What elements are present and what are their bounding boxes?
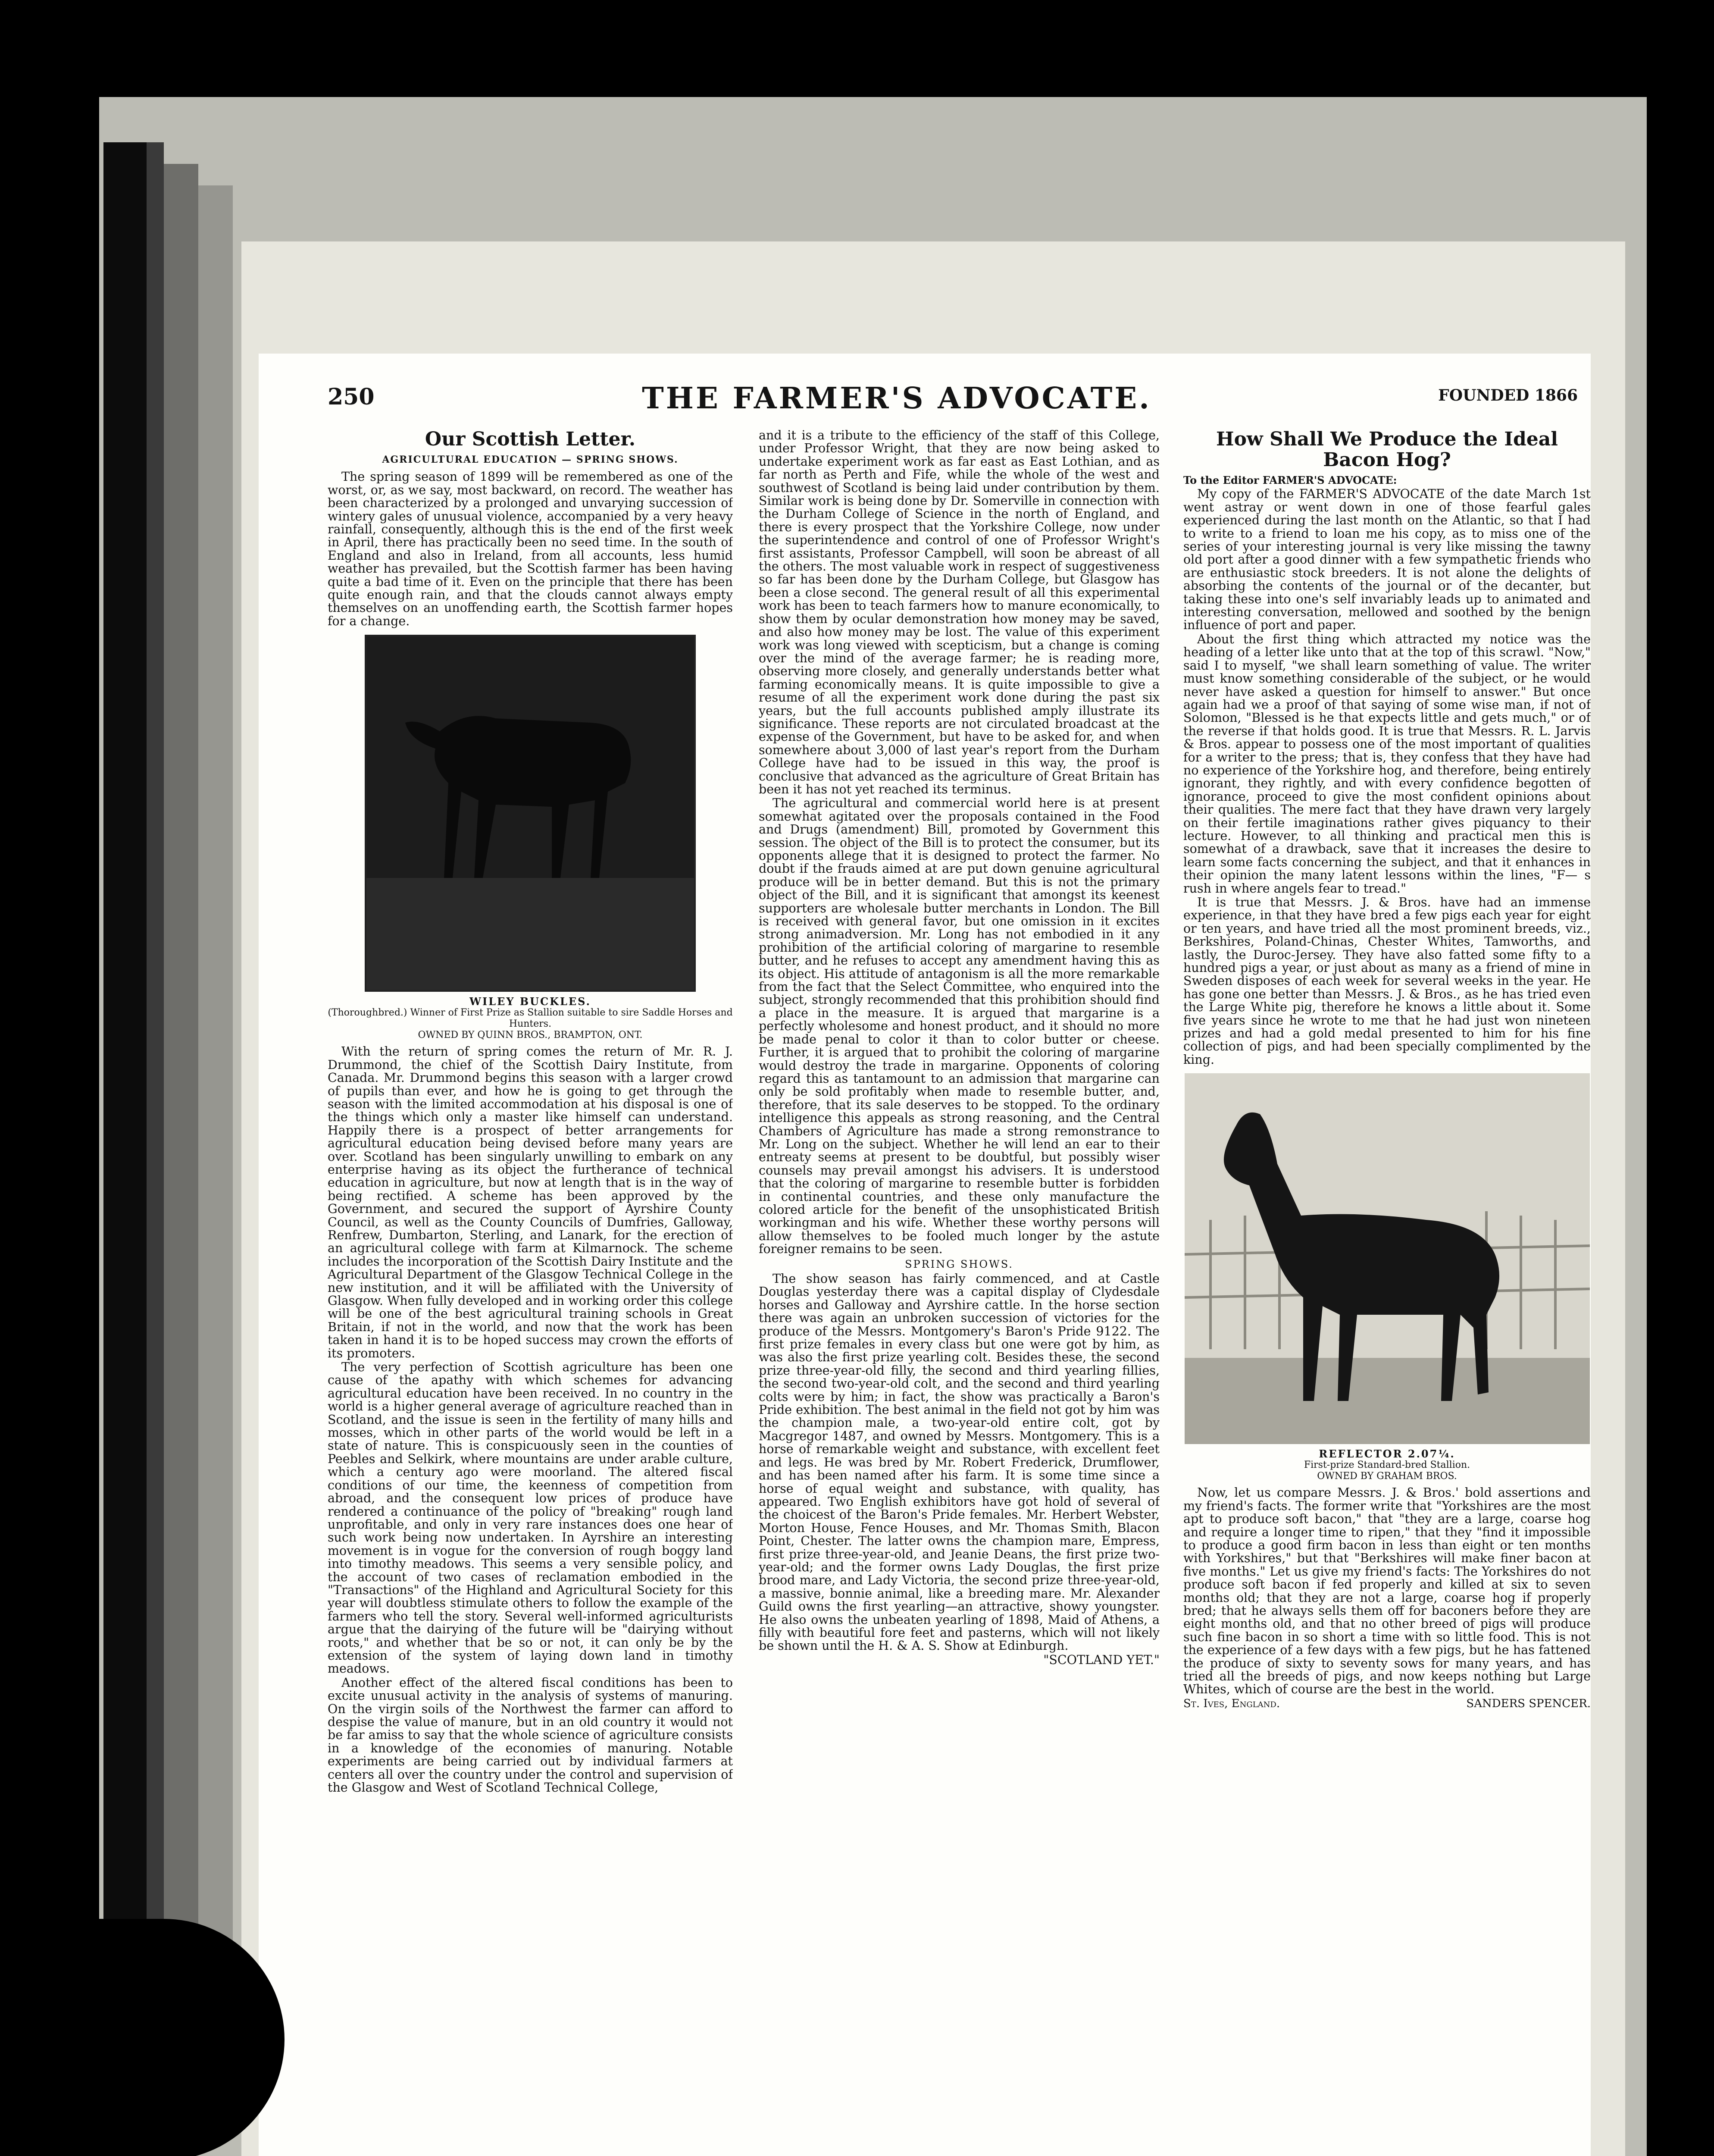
paragraph: Another effect of the altered fiscal conditions has been to excite unusual activity in the analysis of systems of manuring. On the virgin soils of the Northwest the farmer can afford to despise the value of manure, but in an old country it would not be far amiss to say that the whole science of agriculture consists in a knowledge of the economies of manuring. Notable experiments are being carried out by individual farmers at centers all over the country under the control and supervision of the Glasgow and West of Scotland Technical College, <box>328 1675 733 1795</box>
column-3 <box>1183 429 1591 2156</box>
page-stack-inner <box>198 185 233 2104</box>
signature: "SCOTLAND YET." <box>1043 1652 1160 1667</box>
article-subtitle: AGRICULTURAL EDUCATION — SPRING SHOWS. <box>382 454 679 465</box>
horse-photo-reflector <box>1185 1073 1590 1444</box>
caption-description: (Thoroughbred.) Winner of First Prize as Stallion suitable to sire Saddle Horses and Hunters. <box>328 1007 733 1030</box>
paragraph: and it is a tribute to the efficiency of the staff of this College, under Professor Wright, that they are now being asked to undertake experiment work as far east as East Lothian, and as far north as Perth and Fife, while the whole of the west and southwest of Scotland is being laid under contribution by them. Similar work is being done by Dr. Somerville in connection with the Durham College of Science in the north of England, and there is every prospect that the Yorkshire College, now under the superintendence and control of one of Professor Wright's first assistants, Professor Campbell, will soon be abreast of all the others. The most valuable work in respect of suggestiveness so far has been done by the Durham College, but Glasgow has been a close second. The general result of all this experimental work has been to teach farmers how to manure economically, to show them by ocular demonstration how money may be saved, and also how money may be lost. The value of this experiment work was long viewed with scepticism, but a change is coming over the mind of the average farmer; he is reading more, observing more closely, and generally understands better what farming economically means. It is quite impossible to give a resume of all the experiment work done during the past six years, but the full accounts published amply illustrate its significance. These reports are not circulated broadcast at the expense of the Government, but have to be asked for, and when somewhere about 3,000 of last year's report from the Durham College have had to be issued in this way, the proof is conclusive that advanced as the agriculture of Great Britain has been it has not yet reached its terminus. <box>759 429 1160 796</box>
salutation: To the Editor FARMER'S ADVOCATE: <box>1183 474 1397 486</box>
photo-caption <box>1183 1448 1591 1482</box>
caption-owner: OWNED BY GRAHAM BROS. <box>1317 1471 1457 1482</box>
paragraph: The show season has fairly commenced, and at Castle Douglas yesterday there was a capital display of Clydesdale horses and Galloway and Ayrshire cattle. In the horse section there was again an unbroken succession of victories for the produce of the Messrs. Montgomery's Baron's Pride 9122. The first prize females in every class but one were got by him, as was also the first prize yearling colt. Besides these, the second prize three-year-old filly, the second and third yearling fillies, the second two-year-old colt, and the second and third yearling colts were by him; in fact, the show was practically a Baron's Pride exhibition. The best animal in the field not got by him was the champion male, a two-year-old entire colt, got by Macgregor 1487, and owned by Messrs. Montgomery. This is a horse of remarkable weight and substance, with excellent feet and legs. He was bred by Mr. Robert Frederick, Drumflower, and has been named after his farm. It is some time since a horse of equal weight and substance, with quality, has appeared. Two English exhibitors have got hold of several of the choicest of the Baron's Pride females. Mr. Herbert Webster, Morton House, Fence Houses, and Mr. Thomas Smith, Blacon Point, Chester. The latter owns the champion mare, Empress, first prize three-year-old, and Jeanie Deans, the first prize two-year-old; and the former owns Lady Douglas, the first prize brood mare, and Lady Victoria, the second prize three-year-old, a massive, bonnie animal, like a breeding mare. Mr. Alexander Guild owns the first yearling—an attractive, showy youngster. He also owns the unbeaten yearling of 1898, Maid of Athens, a filly with beautiful fore feet and pasterns, which will not likely be shown until the H. & A. S. Show at Edinburgh. <box>759 1272 1160 1653</box>
photo-caption <box>328 996 733 1041</box>
binding-spine <box>103 142 147 2147</box>
paragraph: My copy of the FARMER'S ADVOCATE of the date March 1st went astray or went down in one of those fearful gales experienced during the last month on the Atlantic, so that I had to write to a friend to loan me his copy, as to miss one of the series of your interesting journal is very like missing the tawny old port after a good dinner with a few sympathetic friends who are enthusiastic stock breeders. It is not alone the delights of absorbing the contents of the journal or of the decanter, but taking these into one's self invariably leads up to animated and interesting conversation, mellowed and soothed by the benign influence of port and paper. <box>1183 487 1591 633</box>
paragraph: About the first thing which attracted my notice was the heading of a letter like unto that at the top of this scrawl. "Now," said I to myself, "we shall learn something of value. The writer must know something considerable of the subject, or he would never have asked a question for himself to answer." But once again had we a proof of that saying of some wise man, if not of Solomon, "Blessed is he that expects little and gets much," or of the reverse if that holds good. It is true that Messrs. R. L. Jarvis & Bros. appear to possess one of the most important of qualities for a writer to the press; that is, they confess that they have had no experience of the Yorkshire hog, and therefore, being entirely ignorant, they rightly, and with every confidence begotten of ignorance, proceed to give the most confident opinions about their qualities. The mere fact that they have drawn very largely on their fertile imaginations rather gives piquancy to their lecture. However, to all thinking and practical men this is somewhat of a drawback, save that it increases the desire to learn some facts concerning the subject, and that it enhances in their opinion the many latent lessons within the lines, "F— s rush in where angels fear to tread." <box>1183 632 1591 896</box>
article-title: How Shall We Produce the Ideal Bacon Hog? <box>1216 429 1558 471</box>
journal-title: THE FARMER'S ADVOCATE. <box>642 381 1151 416</box>
running-header <box>328 381 1578 418</box>
place: St. Ives, England. <box>1183 1697 1280 1710</box>
paragraph: The very perfection of Scottish agriculture has been one cause of the apathy with which schemes for advancing agricultural education have been received. In no country in the world is a higher general average of agriculture reached than in Scotland, and the issue is seen in the fertility of many hills and mosses, which in other parts of the world would be left in a state of nature. This is conspicuously seen in the counties of Peebles and Selkirk, where mountains are under arable culture, which a century ago were moorland. The altered fiscal conditions of our time, the keenness of competition from abroad, and the consequent low prices of produce have rendered a continuance of the policy of "breaking" rough land unprofitable, and only in very rare instances does one hear of such work being now undertaken. In Ayrshire an interesting movement is in vogue for the conversion of rough boggy land into timothy meadows. This seems a very sensible policy, and the account of two cases of reclamation embodied in the "Transactions" of the Highland and Agricultural Society for this year will doubtless stimulate others to follow the example of the farmers who tell the story. Several well-informed agriculturists argue that the dairying of the future will be "dairying without roots," and whether that be so or not, it can only be by the extension of the system of laying down land in timothy meadows. <box>328 1360 733 1676</box>
founded-note: FOUNDED 1866 <box>1438 386 1578 404</box>
paragraph: It is true that Messrs. J. & Bros. have had an immense experience, in that they have bred a few pigs each year for eight or ten years, and have tried all the most prominent breeds, viz., Berkshires, Poland-Chinas, Chester Whites, Tamworths, and lastly, the Duroc-Jersey. They have also fatted some fifty to a hundred pigs a year, or just about as many as a friend of mine in Sweden disposes of each week for several weeks in the year. He has gone one better than Messrs. J. & Bros., as he has tried even the Large White pig, therefore he knows a little about it. Some five years since he wrote to me that he had just won nineteen prizes and had a gold medal presented to him for his fine collection of pigs, and had been specially complimented by the king. <box>1183 895 1591 1067</box>
paragraph: With the return of spring comes the return of Mr. R. J. Drummond, the chief of the Scottish Dairy Institute, from Canada. Mr. Drummond begins this season with a larger crowd of pupils than ever, and how he is going to get through the season with the limited accommodation at his disposal is one of the things which only a master like himself can understand. Happily there is a prospect of better arrangements for agricultural education being devised before many years are over. Scotland has been singularly unwilling to embark on any enterprise having as its object the furtherance of technical education in agriculture, but now at length that is in the way of being rectified. A scheme has been approved by the Government, and secured the support of Ayrshire County Council, as well as the County Councils of Dumfries, Galloway, Renfrew, Dumbarton, Sterling, and Lanark, for the erection of an agricultural college with farm at Kilmarnock. The scheme includes the incorporation of the Scottish Dairy Institute and the Agricultural Department of the Glasgow Technical College in the new institution, and it will be affiliated with the University of Glasgow. When fully developed and in working order this college will be one of the best agricultural training schools in Great Britain, if not in the world, and now that the work has been taken in hand it is to be hoped success may crown the efforts of its promoters. <box>328 1044 733 1360</box>
paragraph: Now, let us compare Messrs. J. & Bros.' bold assertions and my friend's facts. The former write that "Yorkshires are the most apt to produce soft bacon," that "they are a large, coarse hog and require a longer time to ripen," that they "find it impossible to produce a good firm bacon in less than eight or ten months with Yorkshires," but that "Berkshires will make finer bacon at five months." Let us give my friend's facts: The Yorkshires do not produce soft bacon if fed properly and killed at six to seven months old; that they are not a large, coarse hog if properly bred; that he always sells them off for baconers before they are eight months old, and that no other breed of pigs will produce such fine bacon in so short a time with so little food. This is not the experience of a few days with a few pigs, but he has fattened the produce of sixty to seventy sows for many years, and has tried all the breeds of pigs, and now keeps nothing but Large Whites, which of course are the best in the world. <box>1183 1485 1591 1697</box>
caption-title: WILEY BUCKLES. <box>469 995 591 1008</box>
binding-spine-edge <box>147 142 164 2147</box>
column-2 <box>759 429 1160 2156</box>
caption-description: First-prize Standard-bred Stallion. <box>1304 1460 1470 1471</box>
page-stack-left <box>164 164 198 2134</box>
horse-photo-wiley-buckles <box>365 635 696 992</box>
section-heading: SPRING SHOWS. <box>905 1258 1013 1270</box>
page-number: 250 <box>328 384 375 410</box>
article-title: Our Scottish Letter. <box>425 429 636 450</box>
caption-owner: OWNED BY QUINN BROS., BRAMPTON, ONT. <box>418 1030 643 1041</box>
horse-silhouette-icon <box>366 636 694 990</box>
signoff <box>1183 1697 1591 1710</box>
paragraph: The spring season of 1899 will be remembered as one of the worst, or, as we say, most backward, on record. The weather has been characterized by a prolonged and unvarying succession of wintery gales of unusual violence, accompanied by a very heavy rainfall, consequently, although this is the end of the first week in April, there has practically been no seed time. In the south of England and also in Ireland, from all accounts, less humid weather has prevailed, but the Scottish farmer has been having quite a bad time of it. Even on the principle that there has been quite enough rain, and that the clouds cannot always empty themselves on an unoffending earth, the Scottish farmer hopes for a change. <box>328 470 733 628</box>
horse-engraving-icon <box>1185 1073 1590 1444</box>
signature: SANDERS SPENCER. <box>1466 1697 1591 1710</box>
paragraph: The agricultural and commercial world here is at present somewhat agitated over the proposals contained in the Food and Drugs (amendment) Bill, promoted by Government this session. The object of the Bill is to protect the consumer, but its opponents allege that it is designed to protect the farmer. No doubt if the frauds aimed at are put down genuine agricultural produce will be in better demand. But this is not the primary object of the Bill, and it is significant that amongst its keenest supporters are wholesale butter merchants in London. The Bill is received with general favor, but one omission in it excites strong animadversion. Mr. Long has not embodied in it any prohibition of the artificial coloring of margarine to resemble butter, and he refuses to accept any amendment having this as its object. His attitude of antagonism is all the more remarkable from the fact that the Select Committee, who enquired into the subject, strongly recommended that this prohibition should find a place in the measure. It is argued that margarine is a perfectly wholesome and honest product, and it should no more be made penal to color it than to color butter or cheese. Further, it is argued that to prohibit the coloring of margarine would destroy the trade in margarine. Opponents of coloring regard this as tantamount to an admission that margarine can only be sold profitably when made to resemble butter, and, therefore, that its sale deserves to be stopped. To the ordinary intelligence this appeals as strong reasoning, and the Central Chambers of Agriculture has made a strong remonstrance to Mr. Long on the subject. Whether he will lend an ear to their entreaty seems at present to be doubtful, but possibly wiser counsels may prevail amongst his advisers. It is understood that the coloring of margarine to resemble butter is forbidden in continental countries, and these only manufacture the colored article for the benefit of the unsophisticated British workingman and his wife. Whether these worthy persons will allow themselves to be fooled much longer by the astute foreigner remains to be seen. <box>759 796 1160 1257</box>
caption-title: REFLECTOR 2.07¼. <box>1319 1448 1455 1460</box>
column-1 <box>328 429 733 2156</box>
